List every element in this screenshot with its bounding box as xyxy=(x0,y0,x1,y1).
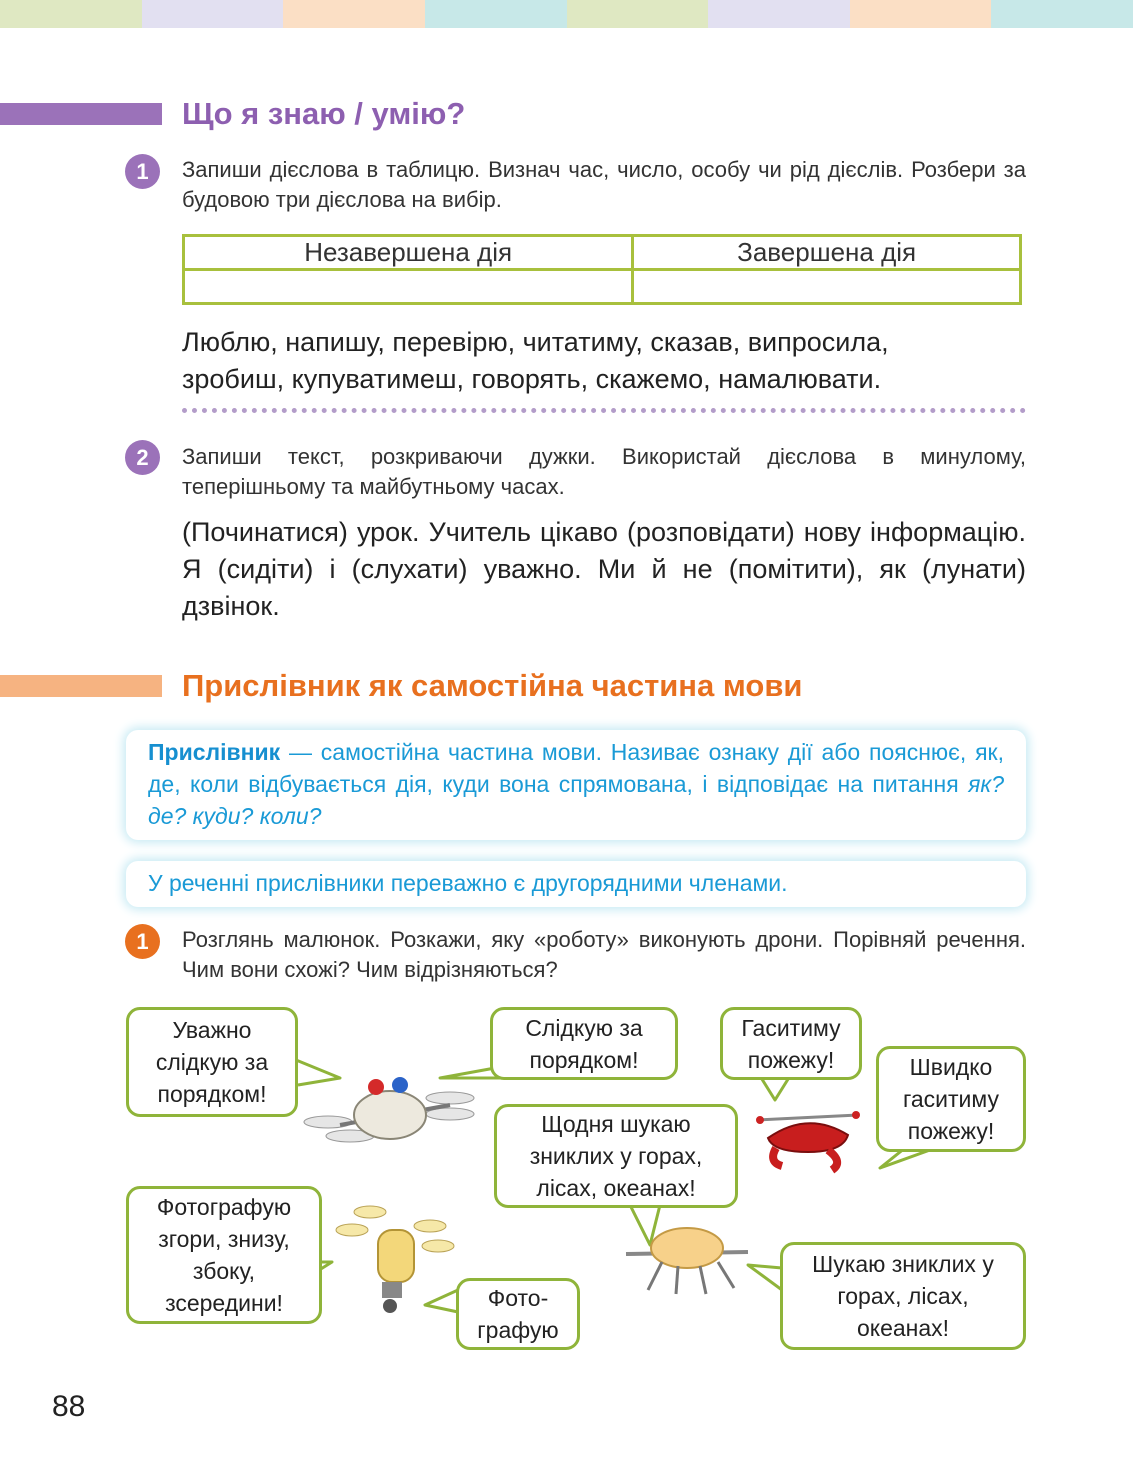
propeller xyxy=(414,1220,446,1232)
drone-leg xyxy=(828,1150,837,1170)
section-title-what-i-know: Що я знаю / умію? xyxy=(182,96,466,131)
bubble-text: Щодня шукаю зниклих у горах, лісах, океанах! xyxy=(529,1111,703,1201)
rotor-tip xyxy=(756,1116,764,1124)
bubble-text: Слідкую за порядком! xyxy=(525,1014,643,1073)
speech-bubble xyxy=(876,1046,1026,1152)
verbs-list-line-2: зробиш, купуватимеш, говорять, скажемо, намалювати. xyxy=(182,364,882,394)
bubble-tail xyxy=(748,1265,782,1290)
task-number-badge: 2 xyxy=(125,440,160,475)
rule-note: У реченні прислівники переважно є другорядними членами. xyxy=(148,870,788,896)
speech-bubble xyxy=(126,1007,298,1117)
police-drone-illustration xyxy=(300,1070,480,1150)
table-header-incomplete-action: Незавершена дія xyxy=(184,236,633,270)
bubble-text: Гаситиму пожежу! xyxy=(741,1014,841,1073)
drone-leg xyxy=(676,1266,678,1294)
propeller xyxy=(354,1206,386,1218)
propeller xyxy=(426,1092,474,1104)
task-1-instructions: Запиши дієслова в таблицю. Визнач час, число, особу чи рід дієслів. Розбери за будовою три дієслова на вибір. xyxy=(182,157,1026,212)
task-number-badge: 1 xyxy=(125,924,160,959)
bubble-text: Фото-графую xyxy=(477,1285,559,1343)
drone-leg xyxy=(718,1262,734,1288)
camera-drone-illustration xyxy=(330,1190,460,1320)
drone-leg xyxy=(700,1266,706,1294)
rule-term: Прислівник xyxy=(148,739,281,765)
page-number: 88 xyxy=(52,1390,86,1423)
drone-leg xyxy=(773,1148,782,1166)
propeller xyxy=(422,1240,454,1252)
task-number-badge: 1 xyxy=(125,154,160,189)
rule-questions: як? де? куди? коли? xyxy=(148,771,1004,829)
propeller xyxy=(304,1116,352,1128)
drone-body xyxy=(768,1123,848,1152)
speech-bubble xyxy=(490,1007,678,1080)
camera xyxy=(382,1282,402,1298)
rotor-tip xyxy=(852,1111,860,1119)
drone-body xyxy=(354,1091,426,1139)
blue-siren xyxy=(392,1077,408,1093)
task-2-passage: (Починатися) урок. Учитель цікаво (розповідати) нову інформацію. Я (сидіти) і (слухати) уважно. Ми й не (помітити), як (лунати) дзвінок. xyxy=(182,517,1026,621)
table-header-complete-action: Завершена дія xyxy=(633,236,1021,270)
bubble-text: Уважно слідкую за порядком! xyxy=(155,1017,269,1107)
speech-bubble xyxy=(126,1186,322,1324)
speech-bubble xyxy=(780,1242,1026,1350)
bubble-text: Фотографую згори, знизу, збоку, зсередини! xyxy=(156,1194,292,1316)
drone-arm xyxy=(758,1115,858,1120)
bubble-text: Швидко гаситиму пожежу! xyxy=(903,1054,999,1144)
speech-bubble xyxy=(494,1104,738,1208)
red-siren xyxy=(368,1079,384,1095)
drone-leg xyxy=(648,1262,662,1290)
section-title-adverb: Прислівник як самостійна частина мови xyxy=(182,668,803,703)
drone-body xyxy=(378,1230,414,1282)
task-adverb-instructions: Розглянь малюнок. Розкажи, яку «роботу» виконують дрони. Порівняй речення. Чим вони схожі? Чим відрізняються? xyxy=(182,927,1026,982)
verbs-list-line-1: Люблю, напишу, перевірю, читатиму, сказав, випросила, xyxy=(182,327,889,357)
rule-text: — самостійна частина мови. Називає ознаку дії або пояснює, як, де, коли відбувається дія, куди вона спрямована, і відповідає на питання xyxy=(148,739,1004,797)
propeller xyxy=(336,1224,368,1236)
bubble-text: Шукаю зниклих у горах, лісах, океанах! xyxy=(812,1251,994,1341)
fire-drone-illustration xyxy=(748,1090,868,1180)
speech-bubble xyxy=(720,1007,862,1080)
speech-bubble xyxy=(456,1278,580,1350)
camera-lens xyxy=(383,1299,397,1313)
search-drone-illustration xyxy=(622,1218,752,1298)
task-2-instructions: Запиши текст, розкриваючи дужки. Використай дієслова в минулому, теперішньому та майбутньому часах. xyxy=(182,444,1026,499)
